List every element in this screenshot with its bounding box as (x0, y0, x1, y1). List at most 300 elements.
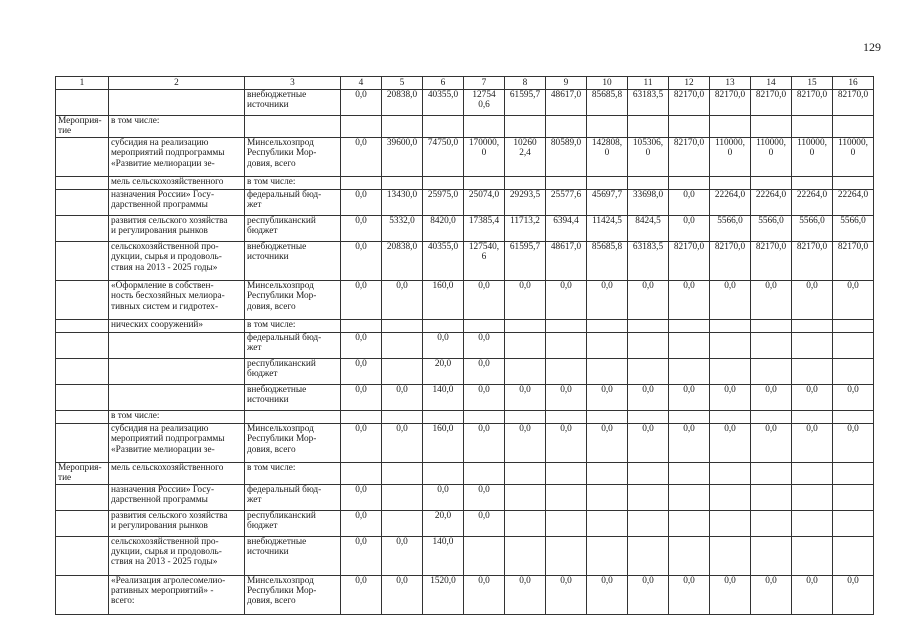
value-cell: 0,0 (341, 332, 382, 358)
value-cell (587, 319, 628, 332)
value-cell: 80589,0 (546, 137, 587, 176)
value-cell (587, 484, 628, 510)
value-cell: 110000, 0 (751, 137, 792, 176)
value-cell: 0,0 (669, 423, 710, 462)
value-cell (382, 462, 423, 484)
value-cell: 82170,0 (669, 137, 710, 176)
source-cell: республиканский бюджет (245, 358, 341, 384)
value-cell: 8424,5 (628, 215, 669, 241)
value-cell: 0,0 (669, 575, 710, 614)
header-cell: 10 (587, 77, 628, 90)
value-cell: 0,0 (546, 384, 587, 410)
value-cell: 160,0 (423, 423, 464, 462)
value-cell (587, 332, 628, 358)
value-cell (546, 332, 587, 358)
value-cell: 140,0 (423, 384, 464, 410)
value-cell (382, 358, 423, 384)
value-cell (751, 176, 792, 189)
value-cell (710, 116, 751, 138)
table-row (56, 280, 874, 319)
source-cell: Минсельхозпрод Республики Мор- довия, всего (245, 423, 341, 462)
header-cell: 12 (669, 77, 710, 90)
header-cell: 4 (341, 77, 382, 90)
value-cell (710, 319, 751, 332)
value-cell (546, 319, 587, 332)
value-cell: 0,0 (505, 280, 546, 319)
value-cell: 0,0 (587, 423, 628, 462)
value-cell (382, 410, 423, 423)
value-cell (628, 536, 669, 575)
value-cell: 82170,0 (833, 241, 874, 280)
value-cell: 0,0 (751, 384, 792, 410)
value-cell: 0,0 (382, 536, 423, 575)
value-cell: 82170,0 (833, 90, 874, 116)
description-cell: мель сельскохозяйственного (109, 462, 245, 484)
value-cell (669, 484, 710, 510)
value-cell: 11713,2 (505, 215, 546, 241)
value-cell: 82170,0 (751, 90, 792, 116)
table-row (56, 332, 874, 358)
value-cell (833, 358, 874, 384)
value-cell: 48617,0 (546, 90, 587, 116)
value-cell: 0,0 (505, 384, 546, 410)
value-cell (505, 462, 546, 484)
value-cell: 12754 0,6 (464, 90, 505, 116)
value-cell (833, 536, 874, 575)
description-cell: в том числе: (109, 410, 245, 423)
value-cell: 0,0 (669, 215, 710, 241)
description-cell: субсидия на реализацию мероприятий подпрограммы «Развитие мелиорации зе- (109, 423, 245, 462)
description-cell (109, 384, 245, 410)
value-cell (628, 116, 669, 138)
value-cell: 25074,0 (464, 189, 505, 215)
value-cell (833, 510, 874, 536)
value-cell (423, 462, 464, 484)
value-cell: 5332,0 (382, 215, 423, 241)
value-cell: 0,0 (464, 484, 505, 510)
value-cell: 0,0 (341, 280, 382, 319)
table-row (56, 116, 874, 138)
value-cell (341, 116, 382, 138)
value-cell (464, 410, 505, 423)
value-cell (505, 484, 546, 510)
value-cell: 11424,5 (587, 215, 628, 241)
value-cell: 0,0 (669, 280, 710, 319)
value-cell: 13430,0 (382, 189, 423, 215)
description-cell: субсидия на реализацию мероприятий подпрограммы «Развитие мелиорации зе- (109, 137, 245, 176)
value-cell: 0,0 (628, 280, 669, 319)
value-cell (423, 116, 464, 138)
value-cell (628, 176, 669, 189)
value-cell: 29293,5 (505, 189, 546, 215)
value-cell: 110000, 0 (710, 137, 751, 176)
value-cell: 170000, 0 (464, 137, 505, 176)
value-cell: 74750,0 (423, 137, 464, 176)
event-type-cell (56, 215, 109, 241)
value-cell (628, 319, 669, 332)
value-cell (669, 319, 710, 332)
value-cell: 61595,7 (505, 241, 546, 280)
source-cell: внебюджетные источники (245, 90, 341, 116)
value-cell (546, 462, 587, 484)
value-cell: 33698,0 (628, 189, 669, 215)
source-cell: в том числе: (245, 462, 341, 484)
header-cell: 7 (464, 77, 505, 90)
table-row (56, 215, 874, 241)
value-cell (792, 484, 833, 510)
value-cell: 0,0 (464, 423, 505, 462)
value-cell: 0,0 (341, 137, 382, 176)
table-row (56, 90, 874, 116)
value-cell (341, 410, 382, 423)
event-type-cell (56, 510, 109, 536)
value-cell: 0,0 (464, 280, 505, 319)
event-type-cell (56, 575, 109, 614)
description-cell: развития сельского хозяйства и регулирования рынков (109, 215, 245, 241)
value-cell (341, 462, 382, 484)
table-row (56, 575, 874, 614)
event-type-cell (56, 319, 109, 332)
value-cell: 0,0 (464, 510, 505, 536)
value-cell (587, 510, 628, 536)
value-cell (792, 462, 833, 484)
value-cell: 5566,0 (833, 215, 874, 241)
value-cell (751, 116, 792, 138)
value-cell: 39600,0 (382, 137, 423, 176)
value-cell (505, 332, 546, 358)
value-cell (710, 510, 751, 536)
value-cell (751, 536, 792, 575)
value-cell: 5566,0 (710, 215, 751, 241)
event-type-cell (56, 536, 109, 575)
header-cell: 6 (423, 77, 464, 90)
value-cell (792, 332, 833, 358)
value-cell: 0,0 (833, 280, 874, 319)
value-cell (546, 484, 587, 510)
value-cell (669, 358, 710, 384)
value-cell: 5566,0 (751, 215, 792, 241)
value-cell: 0,0 (710, 280, 751, 319)
value-cell: 0,0 (382, 280, 423, 319)
value-cell (505, 358, 546, 384)
value-cell: 0,0 (341, 358, 382, 384)
value-cell (423, 410, 464, 423)
value-cell: 22264,0 (792, 189, 833, 215)
value-cell: 63183,5 (628, 90, 669, 116)
table-row (56, 484, 874, 510)
value-cell (710, 484, 751, 510)
value-cell: 25975,0 (423, 189, 464, 215)
value-cell: 0,0 (464, 575, 505, 614)
value-cell: 110000, 0 (792, 137, 833, 176)
value-cell (751, 332, 792, 358)
value-cell: 0,0 (546, 423, 587, 462)
description-cell (109, 358, 245, 384)
value-cell: 105306, 0 (628, 137, 669, 176)
value-cell: 22264,0 (751, 189, 792, 215)
description-cell (109, 90, 245, 116)
source-cell: федеральный бюд- жет (245, 332, 341, 358)
value-cell (710, 536, 751, 575)
description-cell: нических сооружений» (109, 319, 245, 332)
value-cell (833, 116, 874, 138)
value-cell: 82170,0 (710, 90, 751, 116)
event-type-cell (56, 384, 109, 410)
value-cell: 40355,0 (423, 90, 464, 116)
value-cell (751, 510, 792, 536)
table-row (56, 536, 874, 575)
value-cell (792, 536, 833, 575)
value-cell (669, 462, 710, 484)
value-cell (464, 116, 505, 138)
source-cell: Минсельхозпрод Республики Мор- довия, всего (245, 280, 341, 319)
value-cell: 40355,0 (423, 241, 464, 280)
value-cell (751, 410, 792, 423)
value-cell (710, 332, 751, 358)
value-cell: 63183,5 (628, 241, 669, 280)
event-type-cell (56, 189, 109, 215)
value-cell: 0,0 (628, 384, 669, 410)
table-row (56, 176, 874, 189)
source-cell: федеральный бюд- жет (245, 484, 341, 510)
value-cell (587, 358, 628, 384)
value-cell: 0,0 (341, 384, 382, 410)
value-cell (792, 176, 833, 189)
value-cell (587, 410, 628, 423)
table-row (56, 423, 874, 462)
event-type-cell (56, 484, 109, 510)
page-number: 129 (863, 40, 881, 54)
value-cell (628, 410, 669, 423)
value-cell (669, 510, 710, 536)
value-cell: 0,0 (382, 575, 423, 614)
value-cell (382, 176, 423, 189)
value-cell: 0,0 (341, 215, 382, 241)
value-cell (546, 536, 587, 575)
source-cell: республиканский бюджет (245, 215, 341, 241)
value-cell (792, 319, 833, 332)
header-cell: 9 (546, 77, 587, 90)
value-cell (792, 510, 833, 536)
value-cell: 25577,6 (546, 189, 587, 215)
value-cell (833, 462, 874, 484)
source-cell: в том числе: (245, 176, 341, 189)
value-cell (751, 358, 792, 384)
source-cell: внебюджетные источники (245, 536, 341, 575)
value-cell (669, 410, 710, 423)
value-cell (792, 116, 833, 138)
header-cell: 1 (56, 77, 109, 90)
event-type-cell (56, 90, 109, 116)
value-cell: 0,0 (587, 280, 628, 319)
value-cell (382, 510, 423, 536)
value-cell: 0,0 (792, 575, 833, 614)
value-cell: 0,0 (423, 332, 464, 358)
value-cell: 85685,8 (587, 241, 628, 280)
value-cell (833, 176, 874, 189)
value-cell (382, 484, 423, 510)
value-cell (628, 332, 669, 358)
value-cell: 8420,0 (423, 215, 464, 241)
value-cell (505, 176, 546, 189)
table-row (56, 189, 874, 215)
value-cell: 0,0 (628, 423, 669, 462)
event-type-cell (56, 137, 109, 176)
header-row (56, 77, 874, 90)
description-cell: мель сельскохозяйственного (109, 176, 245, 189)
value-cell: 61595,7 (505, 90, 546, 116)
value-cell: 0,0 (751, 423, 792, 462)
source-cell: внебюджетные источники (245, 384, 341, 410)
value-cell: 0,0 (341, 575, 382, 614)
value-cell: 82170,0 (792, 90, 833, 116)
value-cell (628, 510, 669, 536)
table-row (56, 137, 874, 176)
value-cell: 0,0 (423, 484, 464, 510)
value-cell: 82170,0 (751, 241, 792, 280)
value-cell (833, 410, 874, 423)
description-cell: «Оформление в собствен- ность бесхозяйных мелиора- тивных систем и гидротех- (109, 280, 245, 319)
source-cell: федеральный бюд- жет (245, 189, 341, 215)
event-type-cell (56, 332, 109, 358)
value-cell (505, 510, 546, 536)
value-cell (423, 319, 464, 332)
value-cell: 82170,0 (792, 241, 833, 280)
value-cell: 0,0 (669, 189, 710, 215)
value-cell (833, 319, 874, 332)
event-type-cell (56, 423, 109, 462)
value-cell: 0,0 (669, 384, 710, 410)
value-cell: 0,0 (546, 575, 587, 614)
header-cell: 8 (505, 77, 546, 90)
value-cell (382, 116, 423, 138)
value-cell: 0,0 (751, 575, 792, 614)
value-cell: 0,0 (833, 384, 874, 410)
value-cell: 142808, 0 (587, 137, 628, 176)
value-cell (505, 410, 546, 423)
event-type-cell: Мероприя- тие (56, 116, 109, 138)
description-cell (109, 332, 245, 358)
description-cell: «Реализация агролесомелио- ративных мероприятий» - всего: (109, 575, 245, 614)
value-cell: 22264,0 (833, 189, 874, 215)
value-cell (546, 116, 587, 138)
value-cell (505, 116, 546, 138)
value-cell: 85685,8 (587, 90, 628, 116)
value-cell (546, 358, 587, 384)
value-cell: 0,0 (710, 575, 751, 614)
source-cell (245, 410, 341, 423)
value-cell (669, 332, 710, 358)
value-cell (341, 176, 382, 189)
value-cell (669, 116, 710, 138)
header-cell: 14 (751, 77, 792, 90)
value-cell (833, 484, 874, 510)
description-cell: назначения России» Госу- дарственной программы (109, 189, 245, 215)
table-row (56, 384, 874, 410)
value-cell: 22264,0 (710, 189, 751, 215)
value-cell: 0,0 (710, 384, 751, 410)
value-cell (751, 319, 792, 332)
description-cell: в том числе: (109, 116, 245, 138)
value-cell (751, 484, 792, 510)
value-cell (587, 536, 628, 575)
source-cell: республиканский бюджет (245, 510, 341, 536)
description-cell: сельскохозяйственной про- дукции, сырья и продоволь- ствия на 2013 - 2025 годы» (109, 241, 245, 280)
source-cell (245, 116, 341, 138)
value-cell: 0,0 (505, 575, 546, 614)
value-cell: 20838,0 (382, 90, 423, 116)
value-cell: 0,0 (341, 510, 382, 536)
header-cell: 13 (710, 77, 751, 90)
value-cell (464, 536, 505, 575)
value-cell: 20,0 (423, 358, 464, 384)
value-cell: 82170,0 (710, 241, 751, 280)
source-cell: Минсельхозпрод Республики Мор- довия, всего (245, 137, 341, 176)
table-row (56, 462, 874, 484)
value-cell: 0,0 (341, 536, 382, 575)
source-cell: в том числе: (245, 319, 341, 332)
value-cell (669, 176, 710, 189)
value-cell: 0,0 (792, 280, 833, 319)
description-cell: назначения России» Госу- дарственной программы (109, 484, 245, 510)
value-cell (505, 319, 546, 332)
value-cell (710, 176, 751, 189)
value-cell: 0,0 (833, 423, 874, 462)
value-cell (587, 116, 628, 138)
value-cell: 127540, 6 (464, 241, 505, 280)
budget-table (55, 76, 874, 615)
value-cell: 5566,0 (792, 215, 833, 241)
table-row (56, 410, 874, 423)
value-cell: 0,0 (341, 90, 382, 116)
value-cell (710, 410, 751, 423)
value-cell: 0,0 (710, 423, 751, 462)
value-cell (382, 319, 423, 332)
value-cell: 140,0 (423, 536, 464, 575)
value-cell: 0,0 (505, 423, 546, 462)
header-cell: 2 (109, 77, 245, 90)
value-cell: 0,0 (587, 575, 628, 614)
header-cell: 11 (628, 77, 669, 90)
source-cell: внебюджетные источники (245, 241, 341, 280)
value-cell: 0,0 (833, 575, 874, 614)
header-cell: 3 (245, 77, 341, 90)
header-cell: 5 (382, 77, 423, 90)
value-cell (382, 332, 423, 358)
header-cell: 15 (792, 77, 833, 90)
value-cell: 0,0 (382, 423, 423, 462)
value-cell: 0,0 (751, 280, 792, 319)
value-cell: 1520,0 (423, 575, 464, 614)
value-cell (751, 462, 792, 484)
value-cell: 0,0 (628, 575, 669, 614)
value-cell: 0,0 (792, 384, 833, 410)
value-cell: 10260 2,4 (505, 137, 546, 176)
value-cell (628, 358, 669, 384)
value-cell (587, 176, 628, 189)
value-cell: 6394,4 (546, 215, 587, 241)
value-cell (587, 462, 628, 484)
value-cell: 0,0 (464, 358, 505, 384)
value-cell: 0,0 (792, 423, 833, 462)
value-cell: 17385,4 (464, 215, 505, 241)
value-cell (464, 462, 505, 484)
value-cell: 0,0 (382, 384, 423, 410)
value-cell: 82170,0 (669, 241, 710, 280)
value-cell (546, 410, 587, 423)
value-cell (464, 319, 505, 332)
table-row (56, 358, 874, 384)
